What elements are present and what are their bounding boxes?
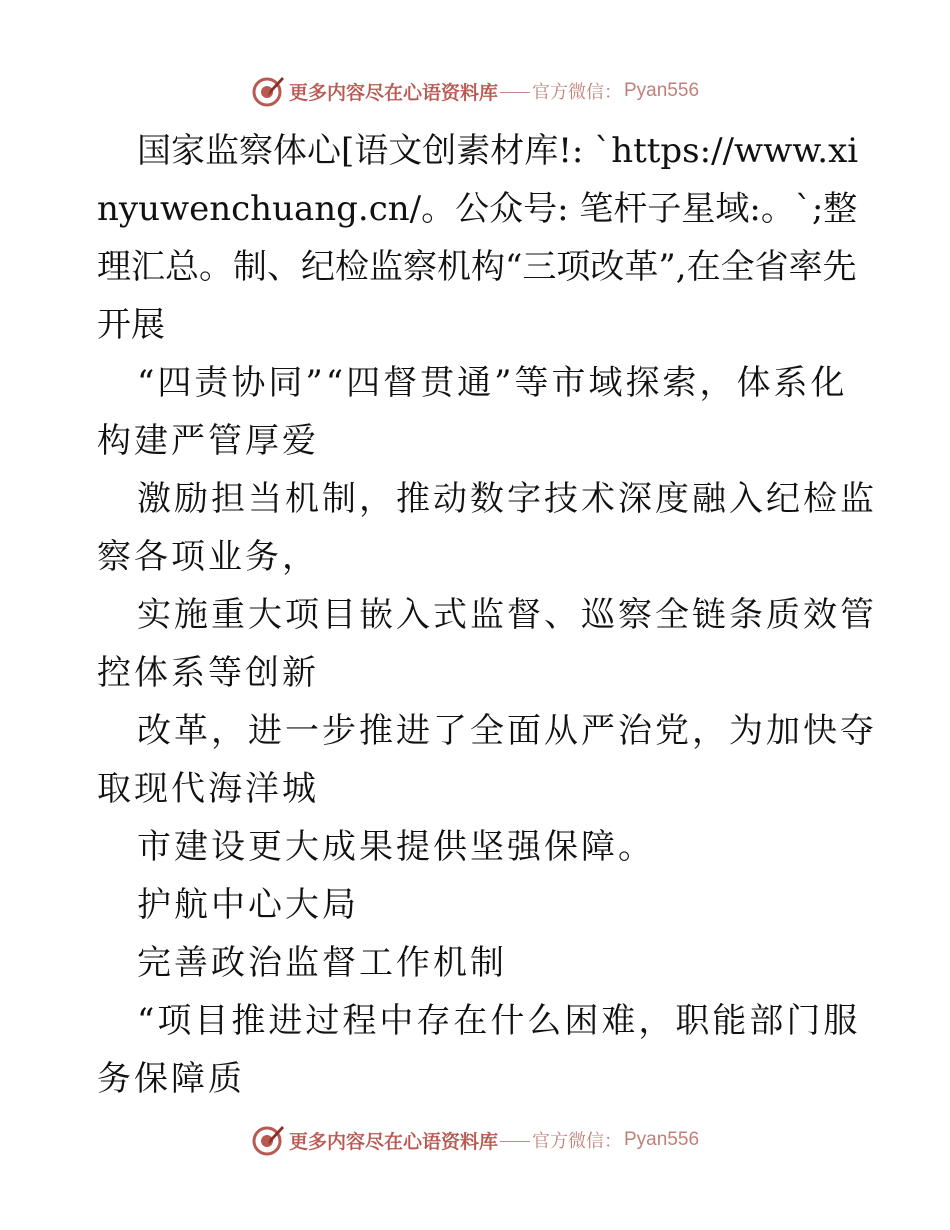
paragraph-4: 实施重大项目嵌入式监督、巡察全链条质效管控体系等创新 bbox=[97, 595, 877, 693]
pen-logo-icon bbox=[251, 1123, 285, 1157]
brand-name: 更多内容尽在心语资料库 bbox=[288, 81, 498, 104]
paragraph-8: 完善政治监督工作机制 bbox=[137, 943, 507, 983]
banner-dash bbox=[500, 1141, 530, 1142]
wechat-label: 官方微信： bbox=[532, 1131, 622, 1152]
paragraph-6: 市建设更大成果提供坚强保障。 bbox=[137, 827, 655, 867]
wechat-id: Pyan556 bbox=[624, 80, 700, 101]
paragraph-7: 护航中心大局 bbox=[137, 885, 359, 925]
footer-banner bbox=[0, 1120, 950, 1160]
paragraph-3: 激励担当机制，推动数字技术深度融入纪检监察各项业务， bbox=[97, 479, 877, 577]
paragraph-1: 国家监察体心[语文创素材库!: `https://www.xinyuwenchuang.cn/。公众号: 笔杆子星域:。`;整理汇总。制、纪检监察机构“三项改革”,在全省率先开展 bbox=[97, 131, 859, 345]
brand-name: 更多内容尽在心语资料库 bbox=[288, 1130, 498, 1153]
paragraph-9: “项目推进过程中存在什么困难，职能部门服务保障质 bbox=[97, 1001, 861, 1099]
document-body bbox=[97, 122, 877, 1108]
banner-dash bbox=[500, 92, 530, 93]
pen-logo-icon bbox=[251, 74, 285, 108]
wechat-label: 官方微信： bbox=[532, 82, 622, 103]
paragraph-2: “四责协同”“四督贯通”等市域探索，体系化构建严管厚爱 bbox=[97, 363, 848, 461]
wechat-id: Pyan556 bbox=[624, 1129, 700, 1150]
header-banner bbox=[0, 71, 950, 111]
paragraph-5: 改革，进一步推进了全面从严治党，为加快夺取现代海洋城 bbox=[97, 711, 877, 809]
